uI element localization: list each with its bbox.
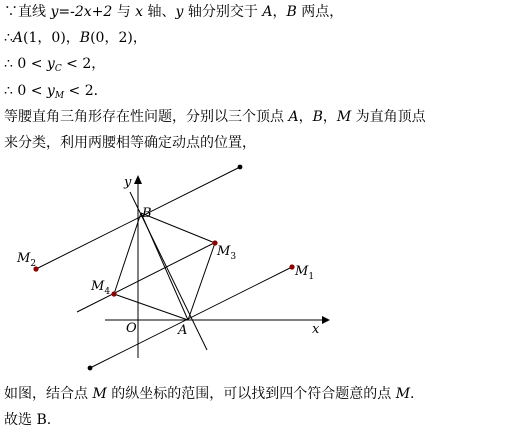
endpoint-top bbox=[238, 165, 243, 170]
text-line-7: 如图，结合点 M 的纵坐标的范围，可以找到四个符合题意的点 M. bbox=[4, 386, 415, 402]
text-line-2: ∴A(1，0)，B(0，2)， bbox=[4, 30, 147, 46]
text-line-1: ∵直线 y=-2x+2 与 x 轴、y 轴分别交于 A，B 两点， bbox=[4, 4, 344, 20]
label-x-axis: x bbox=[312, 322, 320, 337]
label-m4: $M_4$ bbox=[91, 279, 111, 297]
text-line-5: 等腰直角三角形存在性问题，分别以三个顶点 A，B，M 为直角顶点 bbox=[4, 109, 426, 125]
label-b: B bbox=[142, 206, 152, 221]
endpoint-bottom bbox=[88, 366, 93, 371]
line-through-m4 bbox=[77, 242, 216, 312]
label-y-axis: y bbox=[124, 175, 132, 190]
label-m2: $M_2$ bbox=[17, 251, 37, 269]
text-line-6: 来分类，利用两腰相等确定动点的位置， bbox=[4, 135, 256, 151]
geometry-figure bbox=[0, 160, 360, 375]
text-line-8: 故选 B. bbox=[4, 412, 52, 428]
segment-m4-a bbox=[114, 294, 188, 320]
label-m3: $M_3$ bbox=[217, 244, 237, 262]
text-line-3: ∴ $0 < y_C < 2$， bbox=[4, 56, 106, 74]
label-m1: $M_1$ bbox=[295, 264, 315, 282]
point-m4 bbox=[111, 291, 116, 296]
y-axis-arrow bbox=[134, 175, 142, 184]
x-axis-arrow bbox=[322, 316, 330, 324]
label-a: A bbox=[178, 323, 188, 338]
label-origin: O bbox=[126, 321, 137, 336]
text-line-4: ∴ $0 < y_M < 2$． bbox=[4, 83, 108, 101]
point-m1 bbox=[289, 264, 294, 269]
